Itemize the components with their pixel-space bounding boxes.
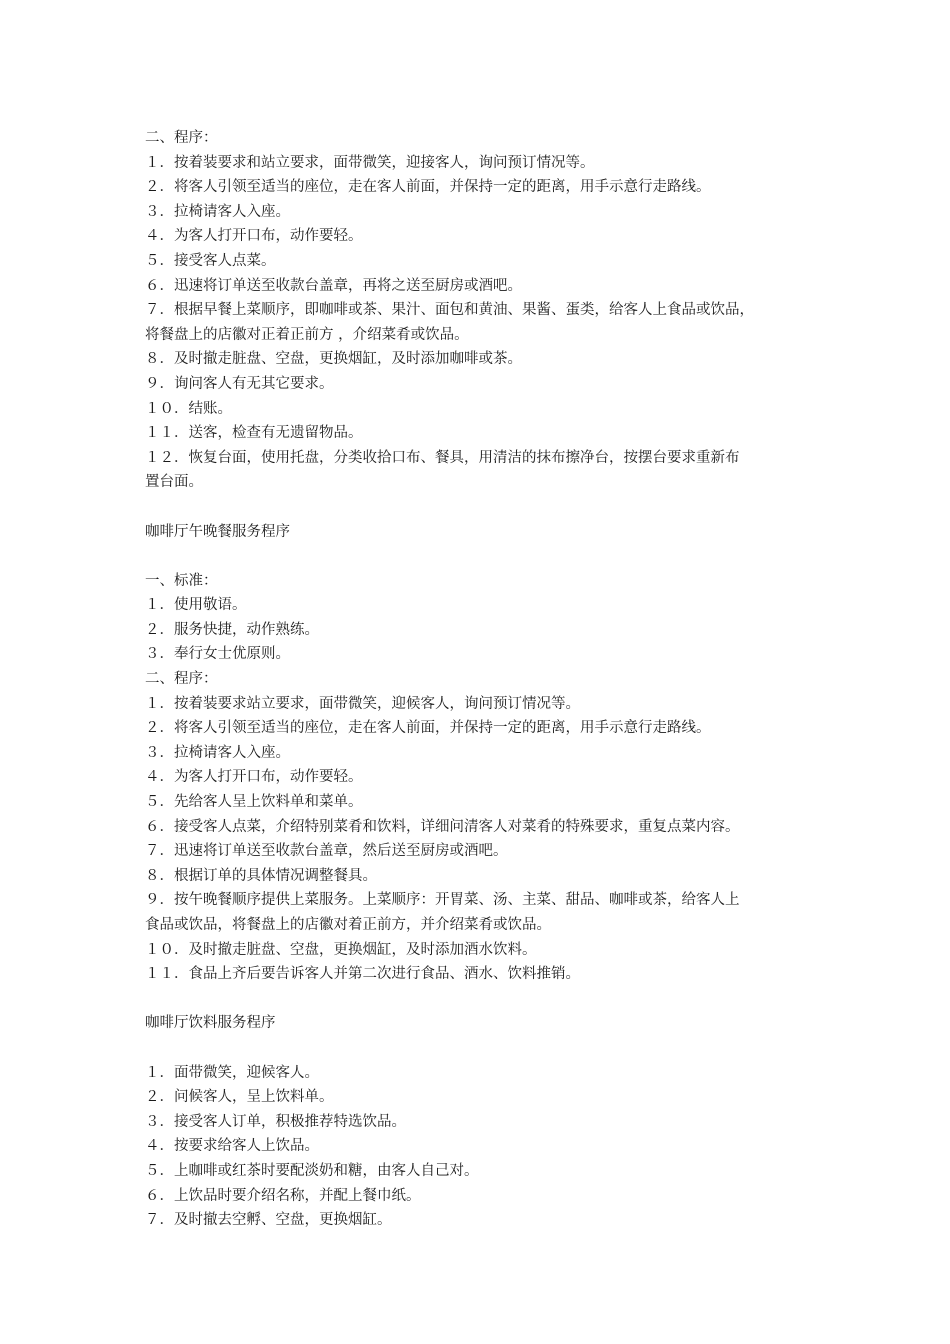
list-item: ４．为客人打开口布，动作要轻。 bbox=[145, 228, 363, 245]
spacer bbox=[145, 495, 865, 520]
list-item: ６．上饮品时要介绍名称，并配上餐巾纸。 bbox=[145, 1187, 421, 1204]
list-item: ４．按要求给客人上饮品。 bbox=[145, 1138, 319, 1155]
list-item: １．按着装要求和站立要求，面带微笑，迎接客人，询问预订情况等。 bbox=[145, 154, 595, 171]
list-item: １２．恢复台面，使用托盘，分类收拾口布、餐具，用清洁的抹布擦净台，按摆台要求重新布 bbox=[145, 449, 740, 466]
list-item-continuation: 食品或饮品，将餐盘上的店徽对着正前方，并介绍菜肴或饮品。 bbox=[145, 917, 551, 933]
list-item: １．按着装要求站立要求，面带微笑，迎候客人，询问预订情况等。 bbox=[145, 695, 580, 712]
list-item: １．面带微笑，迎候客人。 bbox=[145, 1064, 319, 1081]
list-item: １１．食品上齐后要告诉客人并第二次进行食品、酒水、饮料推销。 bbox=[145, 966, 580, 983]
list-item: ２．将客人引领至适当的座位，走在客人前面，并保持一定的距离，用手示意行走路线。 bbox=[145, 720, 711, 737]
list-item: １．使用敬语。 bbox=[145, 597, 247, 614]
list-item: ９．询问客人有无其它要求。 bbox=[145, 375, 334, 392]
list-item: ９．按午晚餐顺序提供上菜服务。上菜顺序：开胃菜、汤、主菜、甜品、咖啡或茶，给客人上 bbox=[145, 892, 740, 909]
list-item-continuation: 置台面。 bbox=[145, 474, 203, 491]
procedure-heading: 二、程序： bbox=[145, 130, 218, 146]
standard-heading: 一、标准： bbox=[145, 572, 218, 589]
list-item: ３．接受客人订单，积极推荐特选饮品。 bbox=[145, 1113, 406, 1130]
list-item: ２．服务快捷，动作熟练。 bbox=[145, 621, 319, 638]
list-item: １１．送客，检查有无遗留物品。 bbox=[145, 425, 363, 442]
list-item: ５．上咖啡或红茶时要配淡奶和糖，由客人自己对。 bbox=[145, 1162, 479, 1179]
section-title: 咖啡厅饮料服务程序 bbox=[145, 1015, 276, 1032]
list-item: ５．接受客人点菜。 bbox=[145, 252, 276, 269]
spacer bbox=[145, 544, 865, 569]
list-item: ２．将客人引领至适当的座位，走在客人前面，并保持一定的距离，用手示意行走路线。 bbox=[145, 179, 711, 196]
list-item: ３．拉椅请客人入座。 bbox=[145, 203, 290, 220]
list-item: ７．根据早餐上菜顺序，即咖啡或茶、果汁、面包和黄油、果酱、蛋类，给客人上食品或饮品， bbox=[145, 302, 754, 319]
document-body bbox=[145, 126, 865, 1233]
list-item: ８．及时撤走脏盘、空盘，更换烟缸，及时添加咖啡或茶。 bbox=[145, 351, 522, 368]
list-item: ３．奉行女士优原则。 bbox=[145, 646, 290, 663]
list-item: ６．接受客人点菜，介绍特别菜肴和饮料，详细问清客人对菜肴的特殊要求，重复点菜内容。 bbox=[145, 818, 740, 835]
list-item: ６．迅速将订单送至收款台盖章，再将之送至厨房或酒吧。 bbox=[145, 277, 522, 294]
list-item: ８．根据订单的具体情况调整餐具。 bbox=[145, 867, 377, 884]
list-item: ５．先给客人呈上饮料单和菜单。 bbox=[145, 794, 363, 811]
list-item: ７．及时撤去空孵、空盘，更换烟缸。 bbox=[145, 1212, 392, 1229]
list-item: １０．结账。 bbox=[145, 400, 232, 417]
list-item: ４．为客人打开口布，动作要轻。 bbox=[145, 769, 363, 786]
list-item: ３．拉椅请客人入座。 bbox=[145, 744, 290, 761]
list-item: ７．迅速将订单送至收款台盖章，然后送至厨房或酒吧。 bbox=[145, 843, 508, 860]
procedure-heading: 二、程序： bbox=[145, 671, 218, 688]
list-item: ２．问候客人，呈上饮料单。 bbox=[145, 1089, 334, 1106]
section-title: 咖啡厅午晚餐服务程序 bbox=[145, 523, 290, 540]
list-item-continuation: 将餐盘上的店徽对正着正前方 ，介绍菜肴或饮品。 bbox=[145, 326, 469, 343]
spacer bbox=[145, 987, 865, 1012]
spacer bbox=[145, 1036, 865, 1061]
list-item: １０．及时撤走脏盘、空盘，更换烟缸，及时添加酒水饮料。 bbox=[145, 941, 537, 958]
